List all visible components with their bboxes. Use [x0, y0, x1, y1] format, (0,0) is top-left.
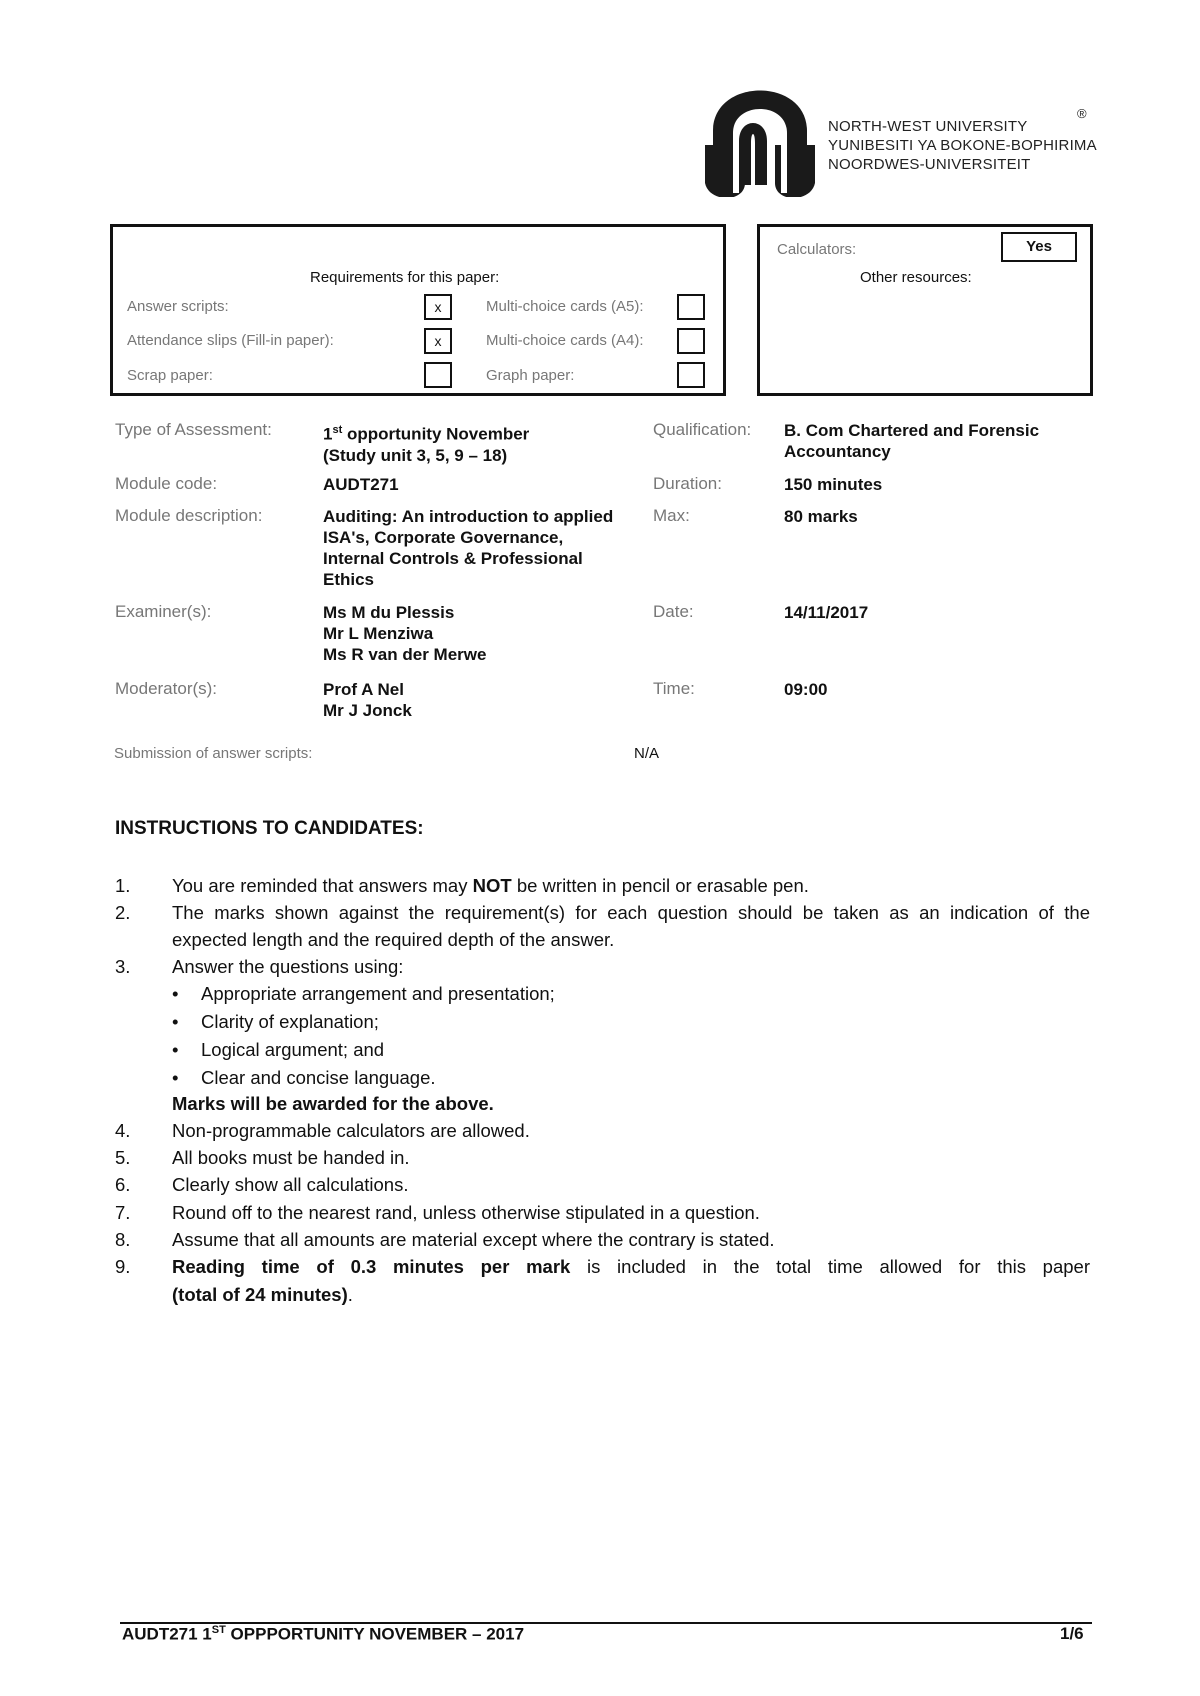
assessment-type-value — [323, 420, 529, 466]
time-value: 09:00 — [784, 680, 828, 699]
footer-title — [122, 1624, 524, 1645]
instruction-text: be written in pencil or erasable pen. — [511, 875, 809, 896]
date-value: 14/11/2017 — [784, 603, 869, 622]
module-code-label: Module code: — [115, 474, 218, 493]
instruction-text: Assume that all amounts are material except where the contrary is stated. — [172, 1229, 775, 1250]
footer-text: OPPPORTUNITY NOVEMBER – 2017 — [225, 1624, 525, 1644]
attendance-slips-label: Attendance slips (Fill-in paper): — [127, 332, 334, 349]
graph-paper-label: Graph paper: — [486, 367, 575, 384]
instruction-number: 5. — [115, 1147, 131, 1168]
moderators-label: Moderator(s): — [115, 679, 218, 698]
module-description-value — [323, 506, 613, 590]
examiner-name: Ms M du Plessis — [323, 603, 455, 622]
calculators-value: Yes — [1001, 232, 1077, 262]
max-label: Max: — [653, 506, 690, 525]
instruction-number: 8. — [115, 1229, 131, 1250]
instruction-emphasis: (total of 24 minutes) — [172, 1284, 348, 1305]
moderator-name: Mr J Jonck — [323, 701, 412, 720]
module-description-line: ISA's, Corporate Governance, — [323, 528, 564, 547]
qualification-label: Qualification: — [653, 420, 752, 439]
qualification-line: B. Com Chartered and Forensic — [784, 421, 1040, 440]
calculators-label: Calculators: — [777, 241, 857, 258]
instruction-number: 3. — [115, 956, 131, 977]
footer-code: AUDT271 1 — [122, 1624, 212, 1644]
instruction-text: Clearly show all calculations. — [172, 1174, 409, 1195]
instruction-text: expected length and the required depth of the answer. — [172, 929, 615, 950]
bullet-text: Clarity of explanation; — [201, 1011, 379, 1032]
scrap-paper-checkbox[interactable] — [424, 362, 452, 388]
instruction-text: Non-programmable calculators are allowed. — [172, 1120, 530, 1141]
page-number: 1/6 — [1060, 1624, 1084, 1643]
attendance-slips-checkbox[interactable]: x — [424, 328, 452, 354]
assessment-number: 1 — [323, 424, 333, 444]
bullet-icon: • — [172, 1011, 179, 1032]
module-description-label: Module description: — [115, 506, 263, 525]
mcq-a5-label: Multi-choice cards (A5): — [486, 298, 644, 315]
module-description-line: Internal Controls & Professional — [323, 549, 583, 568]
university-logo-icon — [705, 85, 815, 197]
bullet-text: Clear and concise language. — [201, 1067, 436, 1088]
mcq-a5-checkbox[interactable] — [677, 294, 705, 320]
instruction-number: 7. — [115, 1202, 131, 1223]
max-value: 80 marks — [784, 507, 858, 526]
university-name-line: NORTH-WEST UNIVERSITY — [828, 118, 1028, 135]
assessment-sup: st — [332, 424, 343, 436]
bullet-icon: • — [172, 1067, 179, 1088]
university-name-line: YUNIBESITI YA BOKONE-BOPHIRIMA — [828, 137, 1097, 154]
moderators-value — [323, 679, 412, 721]
bullet-text: Logical argument; and — [201, 1039, 385, 1060]
instruction-text: Round off to the nearest rand, unless otherwise stipulated in a question. — [172, 1202, 760, 1223]
instruction-text: Answer the questions using: — [172, 956, 404, 977]
instruction-number: 2. — [115, 902, 131, 923]
instructions-heading: INSTRUCTIONS TO CANDIDATES: — [115, 818, 424, 839]
instruction-text: is included in the total time allowed for this paper — [570, 1256, 1090, 1277]
assessment-type-label: Type of Assessment: — [115, 420, 272, 439]
duration-label: Duration: — [653, 474, 722, 493]
requirements-title: Requirements for this paper: — [310, 269, 500, 286]
instruction-text: You are reminded that answers may — [172, 875, 473, 896]
instruction-number: 4. — [115, 1120, 131, 1141]
examiners-value — [323, 602, 486, 665]
instruction-number: 6. — [115, 1174, 131, 1195]
scrap-paper-label: Scrap paper: — [127, 367, 213, 384]
time-label: Time: — [653, 679, 695, 698]
university-name — [828, 117, 1097, 174]
instruction-text: The marks shown against the requirement(s) for each question should be taken as an indication of the — [172, 902, 1090, 923]
instruction-text: All books must be handed in. — [172, 1147, 410, 1168]
answer-scripts-checkbox[interactable]: x — [424, 294, 452, 320]
other-resources-label: Other resources: — [860, 269, 972, 286]
assessment-type-text: opportunity November — [346, 424, 530, 444]
mcq-a4-label: Multi-choice cards (A4): — [486, 332, 644, 349]
instruction-emphasis: Reading time of 0.3 minutes per mark — [172, 1256, 571, 1277]
bullet-icon: • — [172, 1039, 179, 1060]
submission-label: Submission of answer scripts: — [114, 745, 313, 762]
moderator-name: Prof A Nel — [323, 680, 404, 699]
mcq-a4-checkbox[interactable] — [677, 328, 705, 354]
instruction-text: . — [347, 1284, 353, 1305]
date-label: Date: — [653, 602, 694, 621]
bullet-text: Appropriate arrangement and presentation; — [201, 983, 555, 1004]
footer-sup: ST — [211, 1624, 226, 1636]
instruction-emphasis: Marks will be awarded for the above. — [172, 1093, 494, 1114]
duration-value: 150 minutes — [784, 475, 883, 494]
instruction-number: 1. — [115, 875, 131, 896]
instruction-number: 9. — [115, 1256, 131, 1277]
examiners-label: Examiner(s): — [115, 602, 212, 621]
graph-paper-checkbox[interactable] — [677, 362, 705, 388]
study-units: (Study unit 3, 5, 9 – 18) — [323, 445, 508, 465]
module-description-line: Ethics — [323, 570, 375, 589]
university-name-line: NOORDWES-UNIVERSITEIT — [828, 156, 1031, 173]
instruction-emphasis: NOT — [472, 875, 512, 896]
module-code-value: AUDT271 — [323, 475, 399, 494]
bullet-icon: • — [172, 983, 179, 1004]
registered-mark: ® — [1077, 106, 1087, 121]
qualification-value — [784, 420, 1039, 462]
qualification-line: Accountancy — [784, 442, 891, 461]
examiner-name: Ms R van der Merwe — [323, 645, 487, 664]
examiner-name: Mr L Menziwa — [323, 624, 434, 643]
module-description-line: Auditing: An introduction to applied — [323, 507, 614, 526]
answer-scripts-label: Answer scripts: — [127, 298, 229, 315]
submission-value: N/A — [634, 745, 660, 762]
